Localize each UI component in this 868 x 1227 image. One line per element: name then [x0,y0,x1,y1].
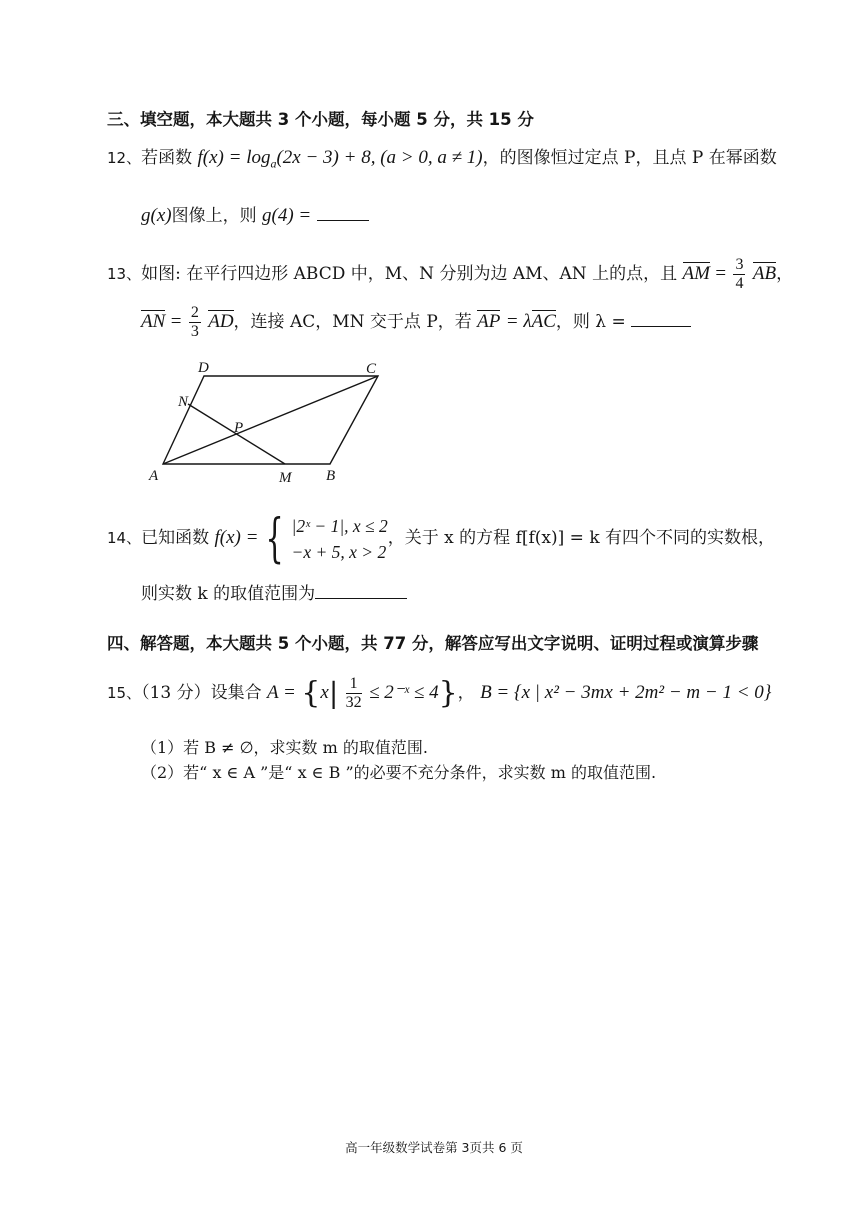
question-13-comma: ， [776,264,794,284]
question-12-gx: g(x) [141,205,172,226]
section-3-heading: 三、填空题，本大题共 3 个小题，每小题 5 分，共 15 分 [107,110,534,129]
set-a-lead: A = [267,682,296,703]
question-15-score: （13 分）设集合 [141,683,262,703]
question-14-tail: ，关于 x 的方程 f[f(x)] = k 有四个不同的实数根， [387,528,776,548]
question-12-number: 12、 [107,149,142,167]
piecewise-brace: { [265,508,285,569]
label-c: C [366,361,377,377]
question-12-line-2-text: 图像上，则 [171,206,257,226]
question-13-text-3: ，则 λ = [555,312,626,332]
question-13-text-1: 如图: 在平行四边形 ABCD 中，M、N 分别为边 AM、AN 上的点，且 [141,264,678,284]
diagonal-ac [163,376,378,464]
question-15-sub-2: （2）若“ x ∈ A ”是“ x ∈ B ”的必要不充分条件，求实数 m 的取值范围. [141,763,657,782]
question-15-sep: ， [457,683,475,703]
set-a-condition: ≤ 2⁻ˣ ≤ 4 [369,682,439,703]
label-a: A [149,468,159,484]
question-13-eq-2: = [170,311,182,332]
question-14-function: f(x) = [214,527,259,548]
label-p: P [234,420,244,436]
question-13-line-2 [141,302,691,342]
vector-ab: AB [752,263,777,284]
question-15-line-1 [107,670,771,717]
piecewise-case-2: −x + 5, x > 2 [291,541,387,562]
page-footer: 高一年级数学试卷第 3页共 6 页 [345,1140,523,1155]
question-12-line-1 [107,146,777,175]
question-13-eq: = [715,263,727,284]
label-b: B [326,468,336,484]
question-13-text-2: ，连接 AC，MN 交于点 P，若 [233,312,472,332]
vector-ac: AC [531,311,556,332]
label-d: D [198,360,209,376]
piecewise-cases [292,513,388,565]
set-a-close-brace: } [438,675,458,711]
label-n: N [178,394,189,410]
vector-am: AM [682,263,710,284]
question-12-lead: 若函数 [141,148,193,168]
question-12-line-2 [141,202,369,228]
question-13-lambda: = λ [505,311,532,332]
vector-ad: AD [208,311,234,332]
question-14-number: 14、 [107,529,142,547]
question-14-line-2 [141,580,407,606]
question-13-line-1 [107,254,793,294]
question-12-function: f(x) = log [197,147,271,168]
question-14-line-1 [107,508,775,568]
vector-an: AN [141,311,166,332]
piecewise-case-1: |2ˣ − 1|, x ≤ 2 [291,515,388,536]
question-12-tail: ，的图像恒过定点 P，且点 P 在幂函数 [482,148,777,168]
question-15-sub-1: （1）若 B ≠ ∅，求实数 m 的取值范围. [141,738,428,757]
question-14-answer-blank[interactable] [315,580,407,599]
question-12-log-base: a [270,156,277,171]
vector-ap: AP [477,311,501,332]
parallelogram-figure [148,358,398,488]
fraction-one-over-32: $\frac{1}{32}$ [345,675,362,711]
set-b-definition: B = {x | x² − 3mx + 2m² − m − 1 < 0} [480,682,772,703]
label-m: M [279,470,292,486]
question-12-answer-blank[interactable] [317,202,369,221]
question-13-number: 13、 [107,265,142,283]
question-14-lead: 已知函数 [141,528,210,548]
fraction-three-quarters: $\frac{3}{4}$ [735,256,744,292]
question-15-number: 15、 [107,684,142,702]
question-12-g4: g(4) = [262,205,312,226]
section-4-heading: 四、解答题，本大题共 5 个小题，共 77 分，解答应写出文字说明、证明过程或演算步骤 [107,634,759,653]
question-12-argument: (2x − 3) + 8, (a > 0, a ≠ 1) [276,147,483,168]
set-a-var: x [320,682,329,703]
set-a-open-brace: { [301,675,321,711]
set-a-bar: | [328,676,339,710]
question-13-answer-blank[interactable] [631,308,691,327]
question-14-line-2-text: 则实数 k 的取值范围为 [141,584,316,604]
fraction-two-thirds: $\frac{2}{3}$ [190,304,199,340]
